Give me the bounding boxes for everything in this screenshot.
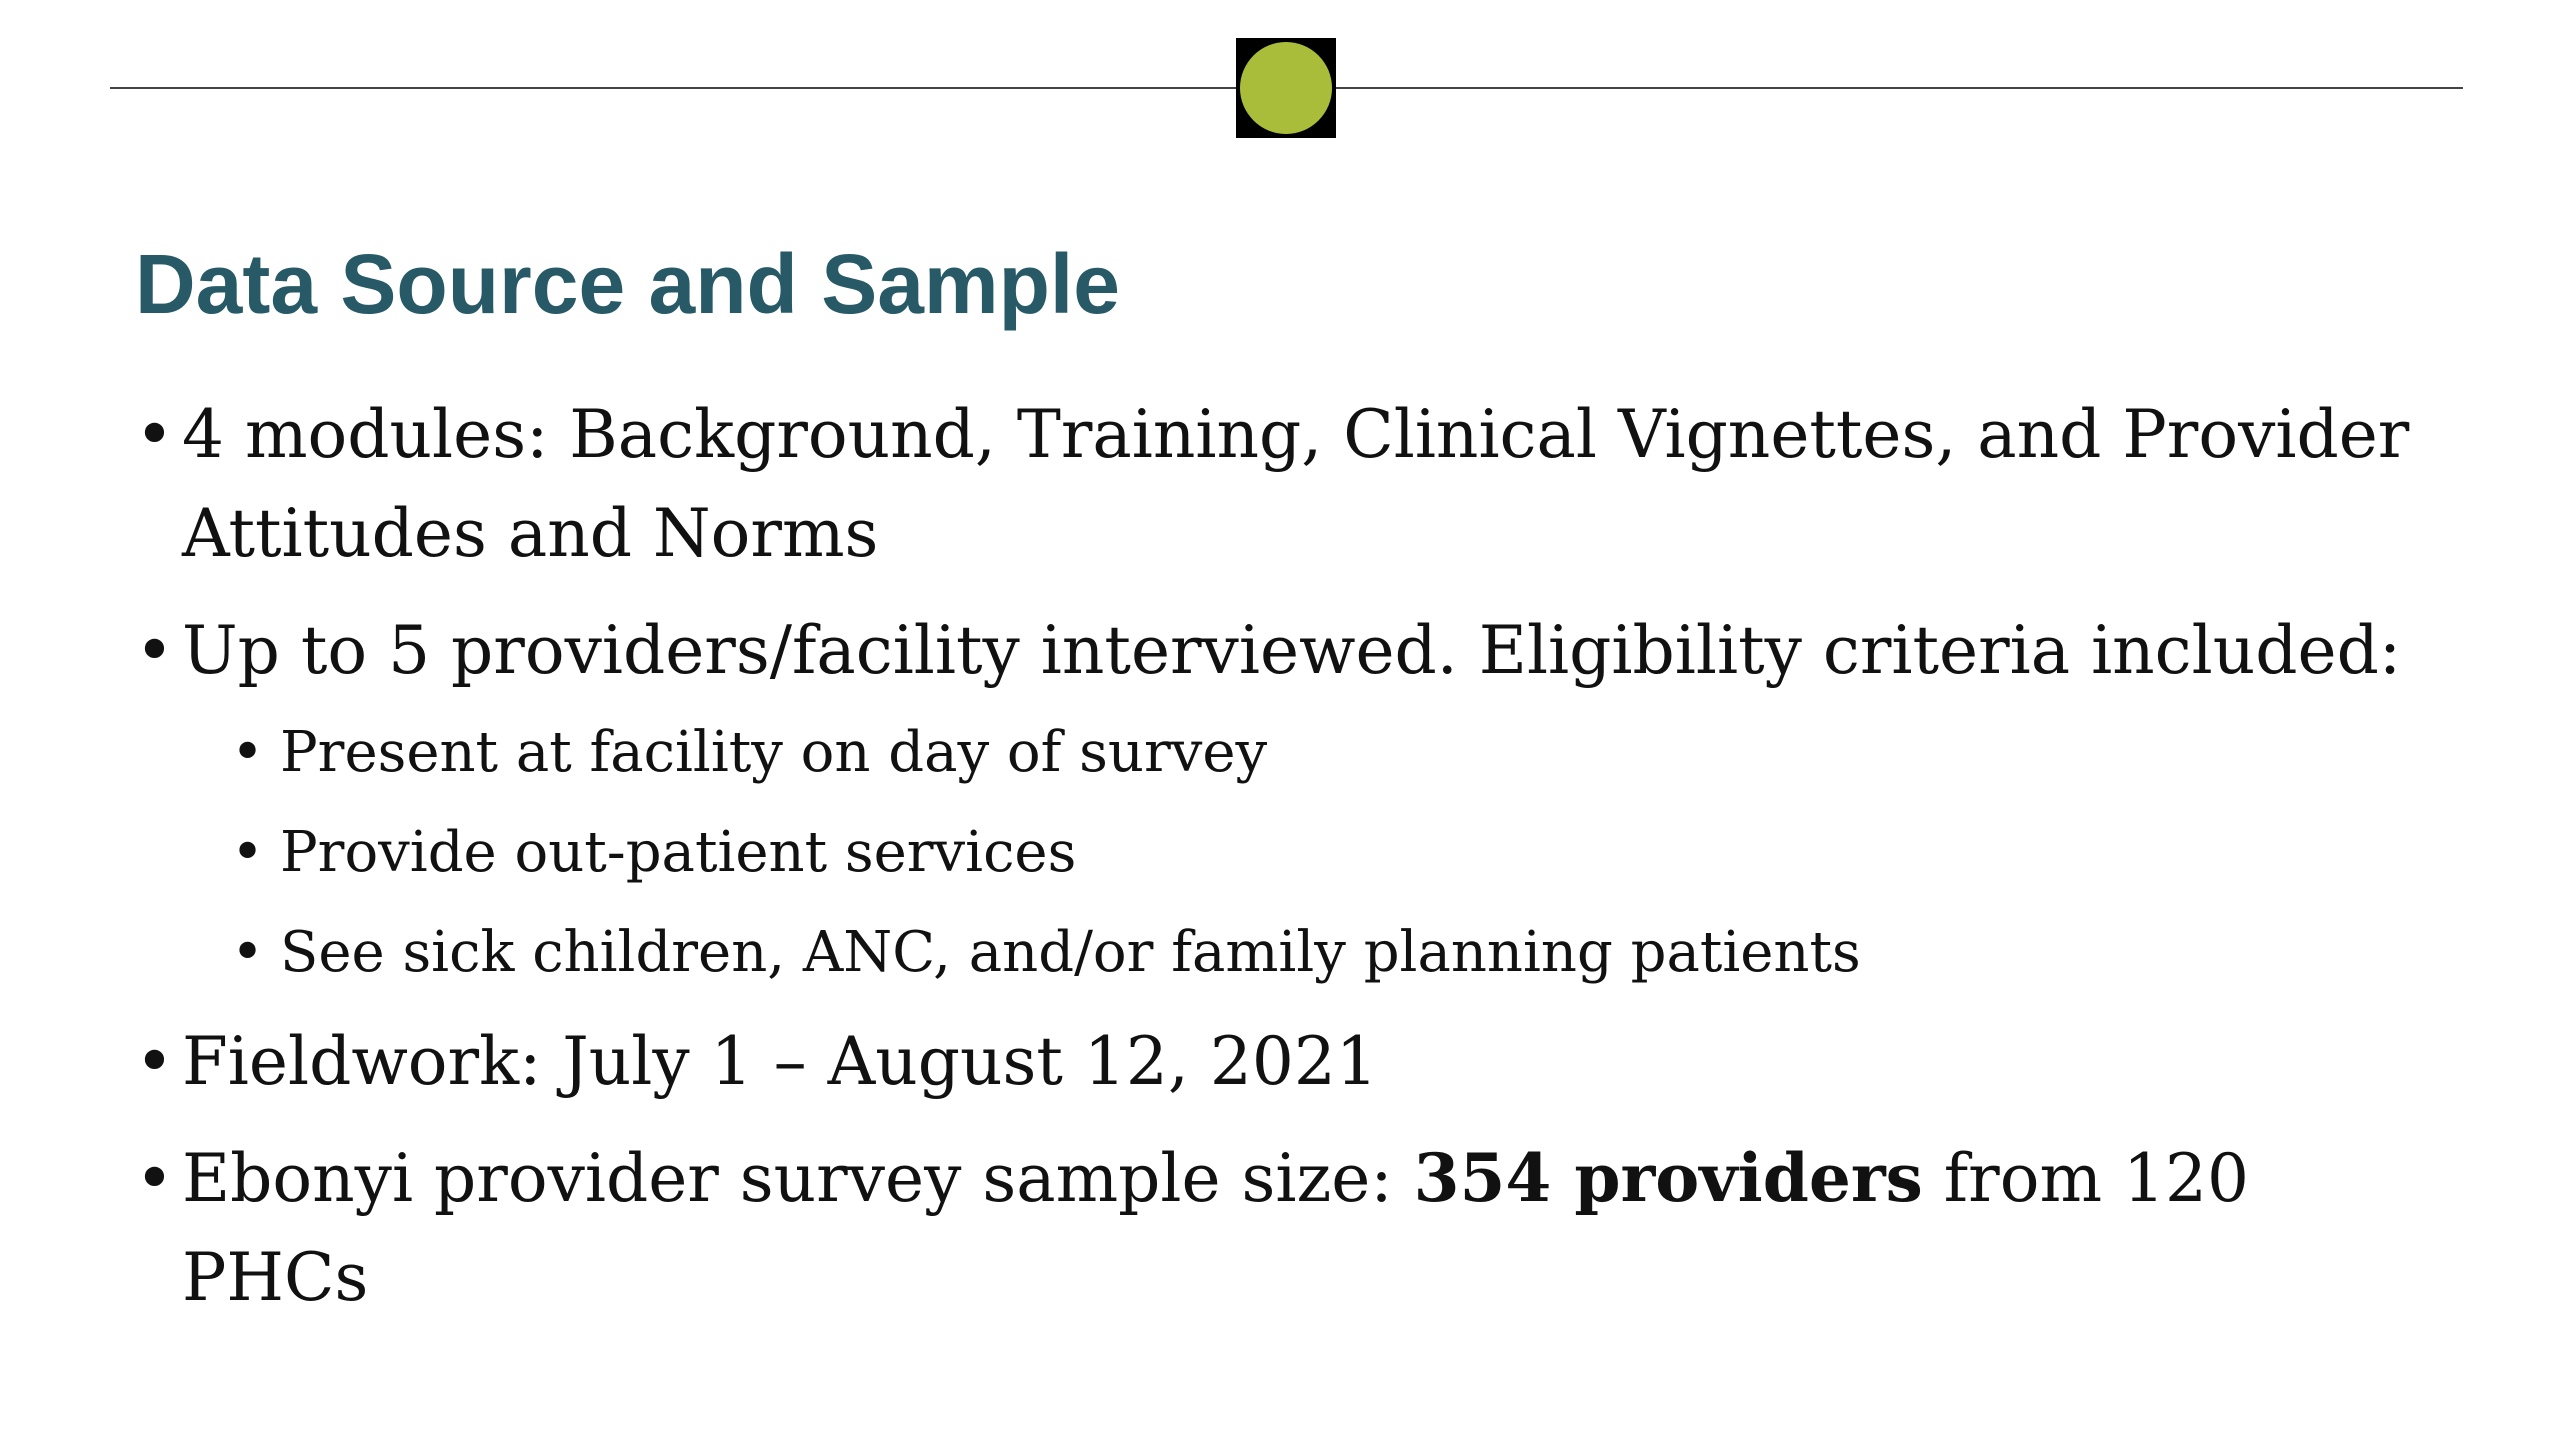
slide-title: Data Source and Sample xyxy=(135,237,1120,331)
bullet-text: 4 modules: Background, Training, Clinical Vignettes, and Provider Attitudes and Norms xyxy=(182,396,2410,572)
bullet-item-sample-size xyxy=(135,1129,2435,1327)
logo-badge xyxy=(1236,38,1336,138)
bullet-text-tail: from 120 PHCs xyxy=(182,1140,2249,1316)
green-circle-icon xyxy=(1240,42,1332,134)
bullet-icon: • xyxy=(135,1023,174,1100)
sub-bullet-text: Provide out-patient services xyxy=(280,820,1077,885)
bullet-text: Up to 5 providers/facility interviewed. Eligibility criteria included: xyxy=(182,612,2402,689)
sub-bullet-item xyxy=(135,712,2435,794)
bullet-item-modules xyxy=(135,385,2435,583)
bullet-item-fieldwork xyxy=(135,1012,2435,1111)
bullet-item-providers xyxy=(135,601,2435,700)
bullet-icon: • xyxy=(135,1140,174,1217)
bullet-text-lead: Ebonyi provider survey sample size: xyxy=(182,1140,1414,1217)
sub-bullet-text: See sick children, ANC, and/or family planning patients xyxy=(280,920,1861,985)
bullet-list xyxy=(135,385,2435,1345)
bullet-icon: • xyxy=(231,720,265,785)
sub-bullet-item xyxy=(135,912,2435,994)
bullet-text: Fieldwork: July 1 – August 12, 2021 xyxy=(182,1023,1378,1100)
bullet-icon: • xyxy=(231,920,265,985)
sub-bullet-list xyxy=(135,712,2435,994)
sub-bullet-item xyxy=(135,812,2435,894)
bullet-icon: • xyxy=(135,396,174,473)
bullet-text-bold: 354 providers xyxy=(1413,1139,1923,1217)
bullet-icon: • xyxy=(231,820,265,885)
sub-bullet-text: Present at facility on day of survey xyxy=(280,720,1268,785)
bullet-icon: • xyxy=(135,612,174,689)
